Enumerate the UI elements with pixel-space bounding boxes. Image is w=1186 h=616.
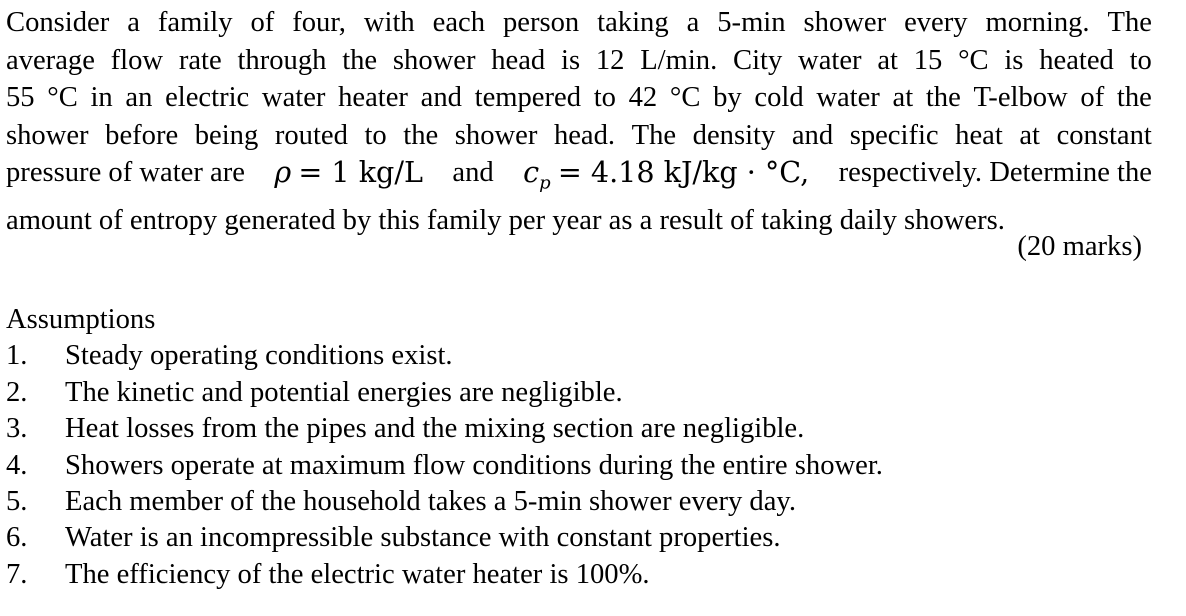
item-text: Steady operating conditions exist. xyxy=(65,340,453,372)
item-number: 7. xyxy=(6,558,28,590)
cp-subscript: p xyxy=(539,172,551,194)
assumptions-section xyxy=(6,302,883,593)
problem-statement xyxy=(6,4,1152,240)
list-item xyxy=(6,411,883,447)
marks-label: (20 marks) xyxy=(1017,231,1142,262)
list-item xyxy=(6,338,883,374)
list-item xyxy=(6,375,883,411)
assumptions-list xyxy=(6,338,883,593)
item-text: The efficiency of the electric water heater is 100%. xyxy=(65,558,650,590)
item-number: 6. xyxy=(6,522,28,554)
density-expression xyxy=(274,154,423,202)
and-word: and xyxy=(452,157,494,188)
item-number: 4. xyxy=(6,449,28,481)
problem-line-1: Consider a family of four, with each person taking a 5-min shower every morning. The xyxy=(6,7,1152,38)
item-text: Each member of the household takes a 5-min shower every day. xyxy=(65,486,797,518)
list-item xyxy=(6,484,883,520)
item-text: The kinetic and potential energies are negligible. xyxy=(65,376,623,408)
item-text: Showers operate at maximum flow conditions during the entire shower. xyxy=(65,449,883,481)
list-item xyxy=(6,557,883,593)
rho-value: = 1 kg/L xyxy=(298,155,423,189)
item-text: Heat losses from the pipes and the mixing section are negligible. xyxy=(65,413,805,445)
problem-line-4: shower before being routed to the shower head. The density and specific heat at constant xyxy=(6,119,1152,151)
problem-line-5-prefix: pressure of water are xyxy=(6,157,245,188)
item-text: Water is an incompressible substance with constant properties. xyxy=(65,522,781,554)
cp-symbol: c xyxy=(523,155,540,189)
assumptions-heading: Assumptions xyxy=(6,304,156,335)
item-number: 2. xyxy=(6,376,28,408)
problem-line-5 xyxy=(6,154,1152,202)
item-number: 5. xyxy=(6,486,28,518)
list-item xyxy=(6,448,883,484)
problem-line-6: amount of entropy generated by this family per year as a result of taking daily showers. xyxy=(6,205,1005,237)
problem-line-3: 55 °C in an electric water heater and tempered to 42 °C by cold water at the T-elbow of the xyxy=(6,82,1152,113)
item-number: 3. xyxy=(6,413,28,445)
problem-line-5-suffix: respectively. Determine the xyxy=(838,157,1152,188)
item-number: 1. xyxy=(6,340,28,372)
specific-heat-expression xyxy=(523,154,809,202)
problem-line-2: average flow rate through the shower head is 12 L/min. City water at 15 °C is heated to xyxy=(6,44,1152,76)
rho-symbol: ρ xyxy=(274,155,292,189)
list-item xyxy=(6,520,883,556)
cp-value: = 4.18 kJ/kg · °C, xyxy=(557,155,810,189)
